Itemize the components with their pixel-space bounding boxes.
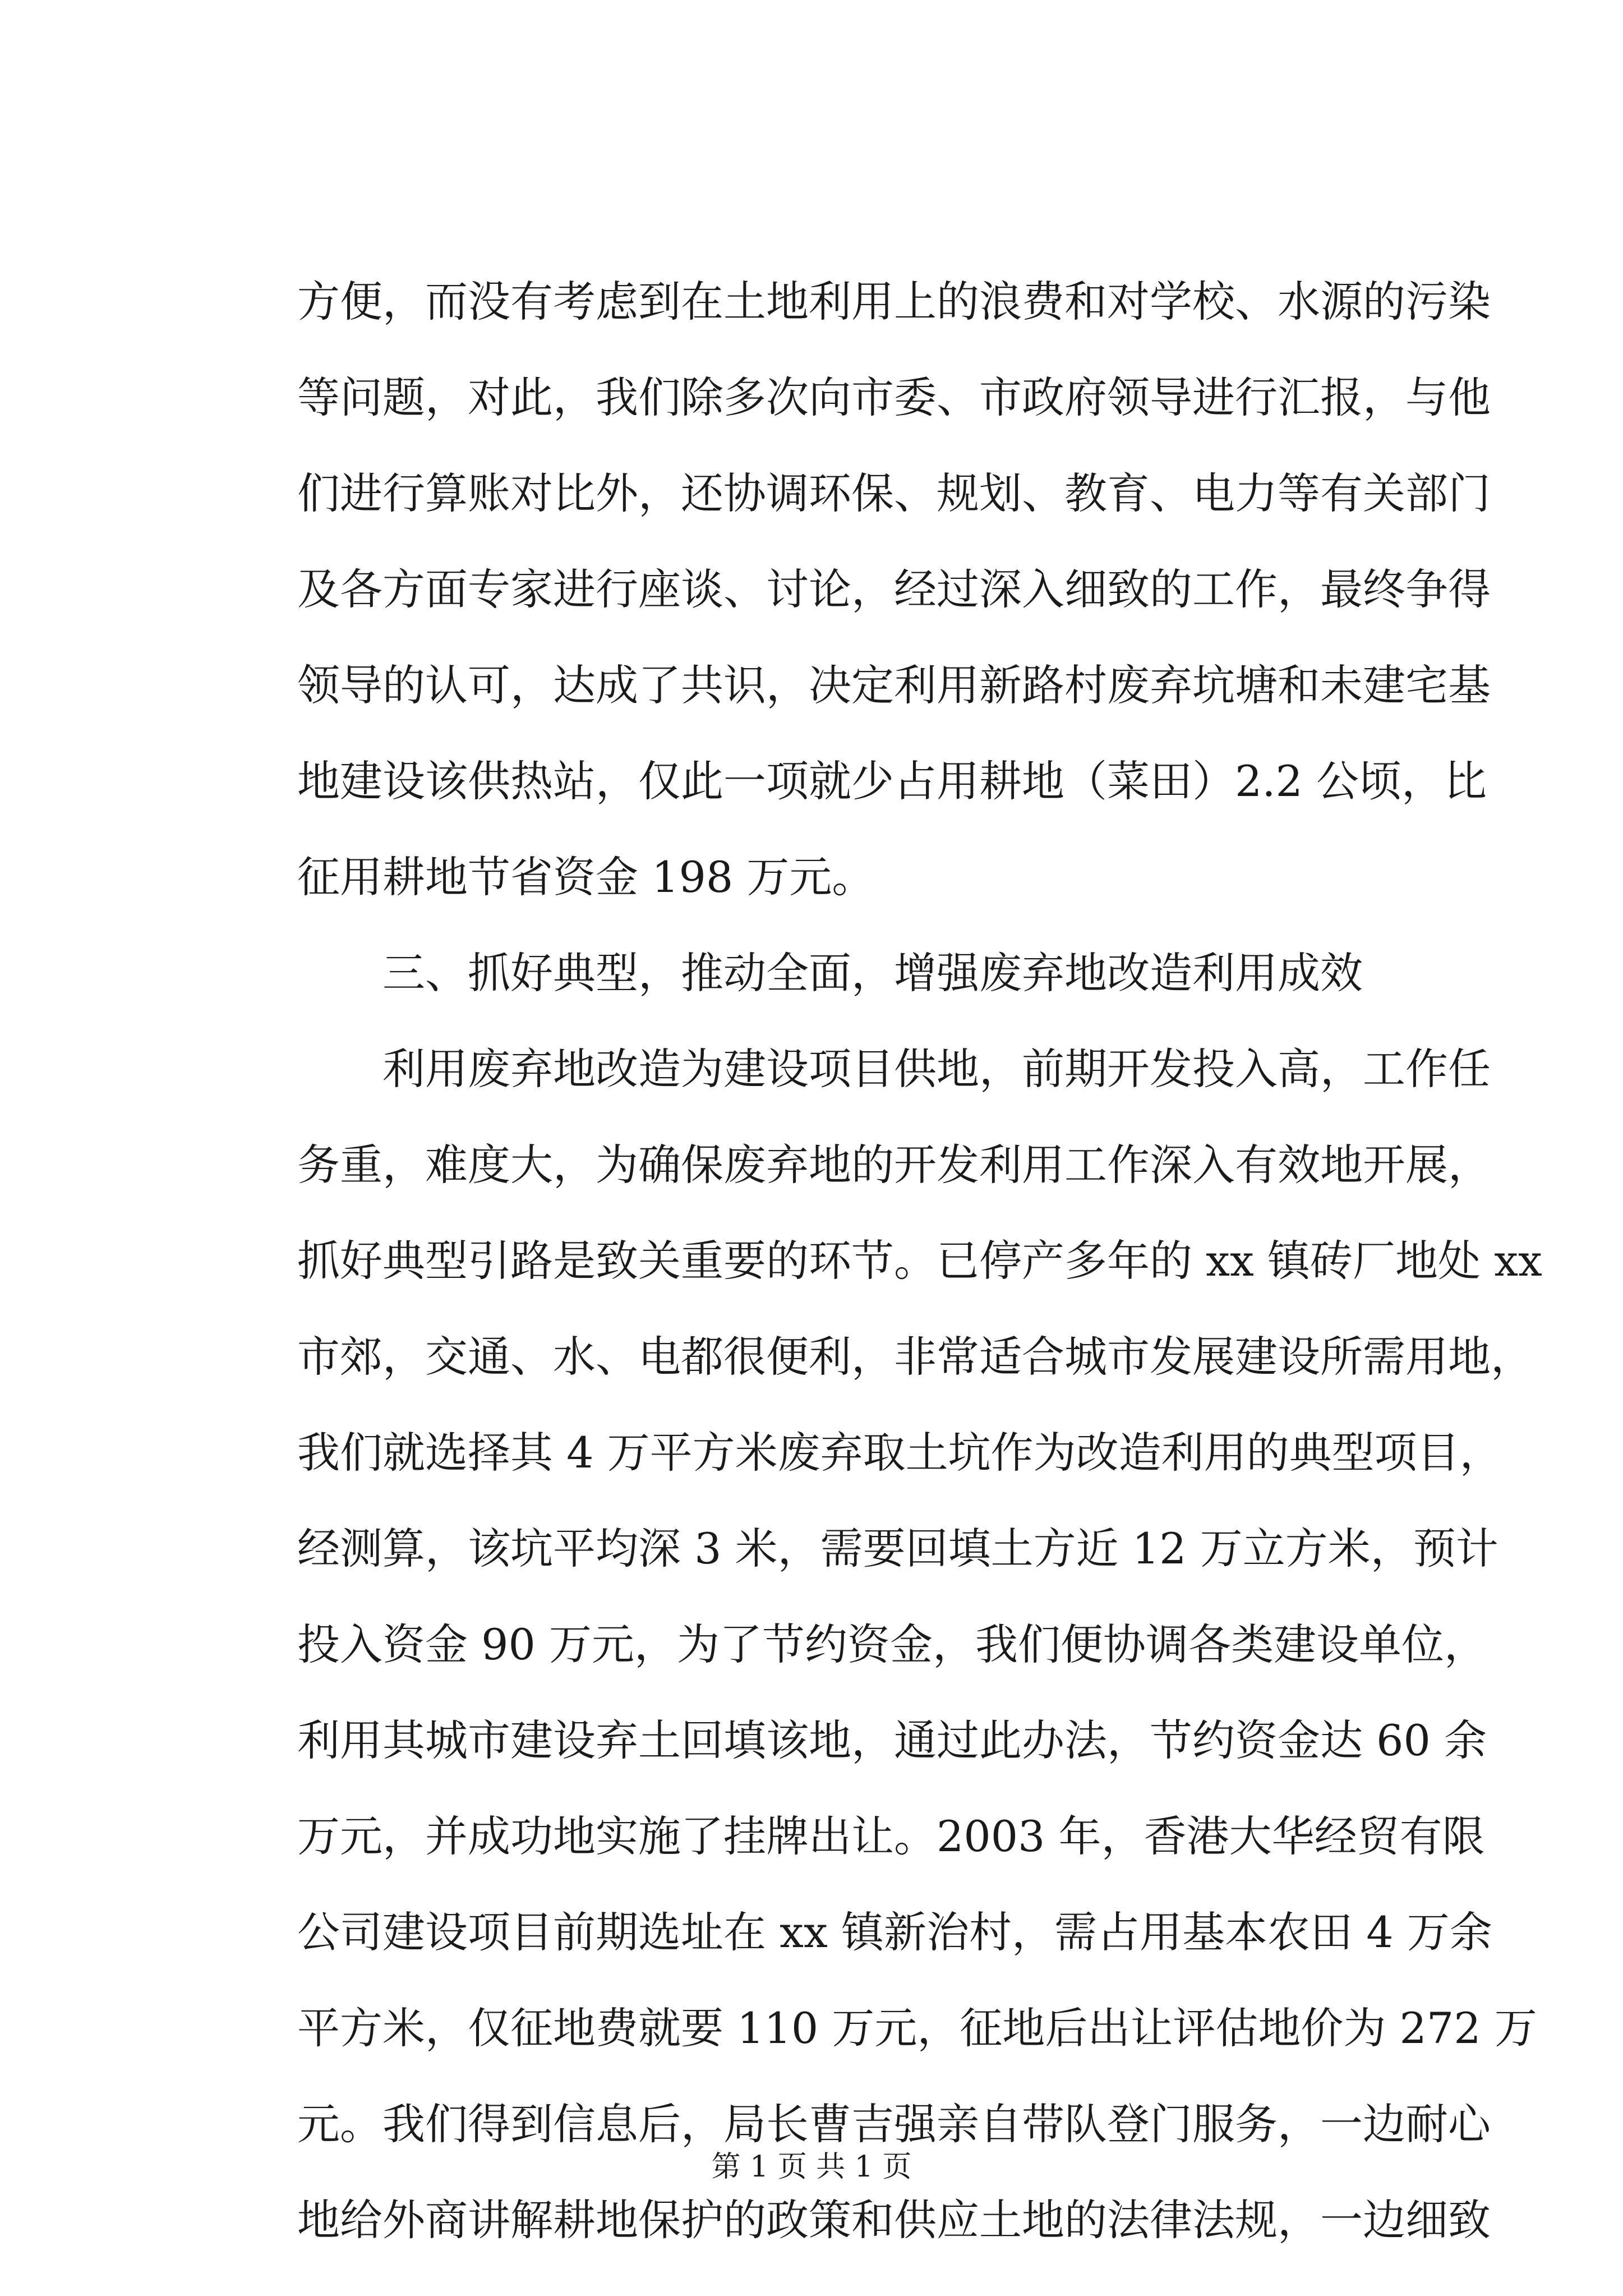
document-body — [297, 254, 1542, 2268]
text-line: 市郊，交通、水、电都很便利，非常适合城市发展建设所需用地， — [297, 1332, 1533, 1382]
text-line: 抓好典型引路是致关重要的环节。已停产多年的 xx 镇砖厂地处 xx — [297, 1236, 1542, 1286]
text-line: 方便，而没有考虑到在土地利用上的浪费和对学校、水源的污染 — [297, 277, 1491, 326]
text-line: 利用废弃地改造为建设项目供地，前期开发投入高，工作任 — [382, 1044, 1491, 1094]
text-line: 等问题，对此，我们除多次向市委、市政府领导进行汇报，与他 — [297, 372, 1491, 422]
text-line: 公司建设项目前期选址在 xx 镇新治村，需占用基本农田 4 万余 — [297, 1907, 1492, 1957]
text-line: 元。我们得到信息后，局长曹吉强亲自带队登门服务，一边耐心 — [297, 2099, 1491, 2149]
text-line: 经测算，该坑平均深 3 米，需要回填土方近 12 万立方米，预计 — [297, 1524, 1498, 1573]
text-line: 务重，难度大，为确保废弃地的开发利用工作深入有效地开展， — [297, 1140, 1491, 1190]
text-line: 征用耕地节省资金 198 万元。 — [297, 852, 875, 902]
paragraph-1 — [297, 254, 1491, 925]
paragraph-3 — [297, 1021, 1542, 2268]
text-line: 投入资金 90 万元，为了节约资金，我们便协调各类建设单位， — [297, 1619, 1487, 1669]
text-line: 平方米，仅征地费就要 110 万元，征地后出让评估地价为 272 万 — [297, 2003, 1537, 2053]
text-line: 地建设该供热站，仅此一项就少占用耕地（菜田）2.2 公顷，比 — [297, 756, 1487, 806]
text-line: 领导的认可，达成了共识，决定利用新路村废弃坑塘和未建宅基 — [297, 660, 1491, 710]
heading-line: 三、抓好典型，推动全面，增强废弃地改造利用成效 — [382, 948, 1363, 998]
text-line: 万元，并成功地实施了挂牌出让。2003 年，香港大华经贸有限 — [297, 1811, 1485, 1861]
page-footer — [0, 2147, 1623, 2187]
text-line: 及各方面专家进行座谈、讨论，经过深入细致的工作，最终争得 — [297, 564, 1491, 614]
section-heading — [297, 925, 1413, 1021]
text-line: 利用其城市建设弃土回填该地，通过此办法，节约资金达 60 余 — [297, 1715, 1487, 1765]
text-line: 我们就选择其 4 万平方米废弃取土坑作为改造利用的典型项目， — [297, 1428, 1502, 1478]
text-line: 们进行算账对比外，还协调环保、规划、教育、电力等有关部门 — [297, 468, 1491, 518]
page-number: 第 1 页 共 1 页 — [711, 2150, 912, 2184]
text-line: 地给外商讲解耕地保护的政策和供应土地的法律法规，一边细致 — [297, 2195, 1491, 2245]
